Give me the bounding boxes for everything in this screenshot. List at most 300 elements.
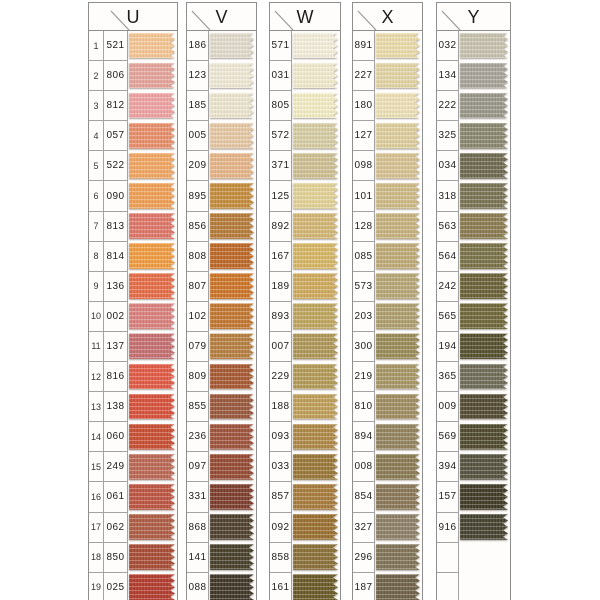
swatch-cell — [128, 362, 177, 392]
ribbon-shadow — [460, 424, 508, 450]
row-number: 18 — [89, 543, 104, 573]
swatch-cell — [128, 181, 177, 211]
swatch-row — [187, 212, 256, 242]
color-code: 916 — [437, 513, 459, 543]
ribbon-shadow — [129, 514, 175, 540]
column-header — [187, 3, 256, 31]
color-code: 136 — [104, 272, 128, 302]
swatch-cell — [209, 61, 256, 91]
ribbon-shadow — [460, 213, 508, 239]
color-ribbon-swatch — [210, 574, 254, 600]
ribbon-shadow — [293, 93, 338, 119]
swatch-row — [353, 543, 422, 573]
swatch-cell — [459, 121, 510, 151]
ribbon-shadow — [210, 574, 254, 600]
swatch-cell — [292, 242, 340, 272]
ribbon-shadow — [376, 364, 420, 390]
swatch-row — [437, 242, 510, 272]
ribbon-shadow — [293, 63, 338, 89]
swatch-row — [270, 61, 340, 91]
color-code: 236 — [187, 422, 209, 452]
swatch-cell — [209, 482, 256, 512]
ribbon-shadow — [460, 394, 508, 420]
color-code: 564 — [437, 242, 459, 272]
swatch-cell — [209, 573, 256, 600]
ribbon-shadow — [210, 273, 254, 299]
color-ribbon-swatch — [293, 333, 338, 359]
color-code: 002 — [104, 302, 128, 332]
swatch-row — [437, 212, 510, 242]
ribbon-shadow — [210, 213, 254, 239]
color-ribbon-swatch — [376, 93, 420, 119]
color-ribbon-swatch — [293, 514, 338, 540]
color-ribbon-swatch — [129, 424, 175, 450]
ribbon-shadow — [460, 303, 508, 329]
ribbon-shadow — [376, 213, 420, 239]
color-ribbon-swatch — [210, 123, 254, 149]
swatch-cell — [292, 121, 340, 151]
color-code: 097 — [187, 452, 209, 482]
swatch-row — [187, 573, 256, 600]
ribbon-shadow — [293, 364, 338, 390]
row-number: 17 — [89, 513, 104, 543]
swatch-row — [187, 302, 256, 332]
color-ribbon-swatch — [376, 63, 420, 89]
swatch-cell — [459, 272, 510, 302]
swatch-cell — [292, 181, 340, 211]
swatch-cell — [128, 392, 177, 422]
swatch-row — [89, 573, 177, 600]
color-ribbon-swatch — [210, 33, 254, 59]
swatch-cell — [459, 151, 510, 181]
swatch-row — [270, 513, 340, 543]
color-ribbon-swatch — [376, 484, 420, 510]
swatch-row — [89, 513, 177, 543]
color-ribbon-swatch — [129, 364, 175, 390]
swatch-cell — [292, 513, 340, 543]
color-column-table — [352, 2, 423, 600]
ribbon-shadow — [210, 454, 254, 480]
ribbon-shadow — [293, 333, 338, 359]
color-ribbon-swatch — [293, 303, 338, 329]
color-code: 009 — [437, 392, 459, 422]
color-code: 300 — [353, 332, 375, 362]
color-ribbon-swatch — [460, 454, 508, 480]
color-code: 167 — [270, 242, 292, 272]
ribbon-shadow — [376, 484, 420, 510]
swatch-cell — [128, 543, 177, 573]
color-ribbon-swatch — [376, 333, 420, 359]
ribbon-shadow — [376, 303, 420, 329]
swatch-rows — [270, 31, 340, 600]
color-ribbon-swatch — [460, 514, 508, 540]
swatch-cell — [128, 482, 177, 512]
ribbon-shadow — [129, 273, 175, 299]
row-number: 8 — [89, 242, 104, 272]
swatch-row — [89, 543, 177, 573]
swatch-cell — [128, 332, 177, 362]
color-ribbon-swatch — [129, 484, 175, 510]
color-code: 296 — [353, 543, 375, 573]
ribbon-shadow — [210, 333, 254, 359]
color-code: 571 — [270, 31, 292, 61]
color-code: 128 — [353, 212, 375, 242]
column-letter: Y — [467, 7, 480, 27]
swatch-row — [270, 543, 340, 573]
color-code: 892 — [270, 212, 292, 242]
row-number: 2 — [89, 61, 104, 91]
swatch-row — [353, 452, 422, 482]
color-column-table — [436, 2, 511, 600]
ribbon-shadow — [376, 394, 420, 420]
color-ribbon-swatch — [210, 514, 254, 540]
swatch-row — [437, 422, 510, 452]
swatch-cell — [375, 422, 422, 452]
color-ribbon-swatch — [376, 424, 420, 450]
ribbon-shadow — [460, 364, 508, 390]
swatch-cell — [292, 392, 340, 422]
swatch-cell — [459, 482, 510, 512]
swatch-row — [187, 543, 256, 573]
color-code: 185 — [187, 91, 209, 121]
ribbon-shadow — [460, 153, 508, 179]
column-letter: X — [381, 7, 394, 27]
ribbon-shadow — [460, 484, 508, 510]
color-ribbon-swatch — [129, 514, 175, 540]
ribbon-shadow — [293, 33, 338, 59]
swatch-row — [89, 302, 177, 332]
swatch-cell — [128, 573, 177, 600]
color-code: 194 — [437, 332, 459, 362]
swatch-cell — [209, 422, 256, 452]
swatch-cell — [459, 422, 510, 452]
ribbon-shadow — [210, 364, 254, 390]
swatch-cell — [375, 332, 422, 362]
ribbon-shadow — [376, 33, 420, 59]
row-number: 11 — [89, 332, 104, 362]
row-number: 5 — [89, 151, 104, 181]
swatch-row — [187, 422, 256, 452]
color-code: 060 — [104, 422, 128, 452]
ribbon-shadow — [460, 183, 508, 209]
color-ribbon-swatch — [293, 574, 338, 600]
swatch-row — [437, 452, 510, 482]
ribbon-shadow — [129, 574, 175, 600]
swatch-cell — [292, 151, 340, 181]
color-code: 812 — [104, 91, 128, 121]
swatch-row — [89, 392, 177, 422]
ribbon-shadow — [210, 394, 254, 420]
color-ribbon-swatch — [210, 153, 254, 179]
column-letter: W — [296, 7, 314, 27]
swatch-cell — [209, 242, 256, 272]
ribbon-shadow — [210, 63, 254, 89]
color-ribbon-swatch — [460, 183, 508, 209]
color-ribbon-swatch — [293, 213, 338, 239]
swatch-row — [89, 91, 177, 121]
swatch-row — [353, 422, 422, 452]
ribbon-shadow — [129, 123, 175, 149]
swatch-row — [187, 332, 256, 362]
swatch-cell — [128, 272, 177, 302]
swatch-cell — [209, 332, 256, 362]
ribbon-shadow — [376, 183, 420, 209]
swatch-row — [437, 272, 510, 302]
color-ribbon-swatch — [293, 544, 338, 570]
swatch-cell — [375, 452, 422, 482]
swatch-row — [353, 151, 422, 181]
color-ribbon-swatch — [376, 574, 420, 600]
color-code: 813 — [104, 212, 128, 242]
color-code: 565 — [437, 302, 459, 332]
swatch-cell — [209, 181, 256, 211]
color-ribbon-swatch — [129, 394, 175, 420]
ribbon-shadow — [210, 544, 254, 570]
swatch-row — [353, 91, 422, 121]
ribbon-shadow — [376, 424, 420, 450]
color-code: 034 — [437, 151, 459, 181]
ribbon-shadow — [210, 424, 254, 450]
swatch-row — [437, 181, 510, 211]
color-code: 805 — [270, 91, 292, 121]
swatch-row — [353, 121, 422, 151]
color-ribbon-swatch — [293, 63, 338, 89]
color-ribbon-swatch — [129, 454, 175, 480]
swatch-row — [187, 151, 256, 181]
ribbon-shadow — [460, 33, 508, 59]
swatch-row — [353, 242, 422, 272]
color-code: 005 — [187, 121, 209, 151]
swatch-cell — [128, 212, 177, 242]
ribbon-shadow — [210, 33, 254, 59]
color-ribbon-swatch — [293, 484, 338, 510]
swatch-cell — [459, 31, 510, 61]
swatch-cell — [209, 543, 256, 573]
swatch-cell — [375, 573, 422, 600]
color-ribbon-swatch — [376, 364, 420, 390]
row-number: 1 — [89, 31, 104, 61]
ribbon-shadow — [460, 454, 508, 480]
color-ribbon-swatch — [293, 394, 338, 420]
swatch-cell — [292, 31, 340, 61]
swatch-cell — [375, 181, 422, 211]
swatch-cell — [292, 452, 340, 482]
swatch-row — [270, 302, 340, 332]
color-code: 249 — [104, 452, 128, 482]
color-code: 057 — [104, 121, 128, 151]
swatch-row — [89, 332, 177, 362]
swatch-cell — [375, 513, 422, 543]
swatch-cell — [209, 362, 256, 392]
swatch-row — [437, 482, 510, 512]
swatch-cell — [292, 422, 340, 452]
color-code: 814 — [104, 242, 128, 272]
swatch-cell — [209, 31, 256, 61]
swatch-row — [270, 181, 340, 211]
swatch-cell — [292, 482, 340, 512]
color-code: 573 — [353, 272, 375, 302]
swatch-cell — [375, 61, 422, 91]
swatch-row — [437, 332, 510, 362]
swatch-row — [270, 422, 340, 452]
ribbon-shadow — [293, 213, 338, 239]
color-ribbon-swatch — [129, 333, 175, 359]
ribbon-shadow — [129, 183, 175, 209]
ribbon-shadow — [210, 153, 254, 179]
swatch-cell — [292, 272, 340, 302]
swatch-cell — [292, 302, 340, 332]
color-ribbon-swatch — [129, 123, 175, 149]
color-code: 807 — [187, 272, 209, 302]
ribbon-shadow — [460, 93, 508, 119]
swatch-cell — [459, 302, 510, 332]
color-ribbon-swatch — [210, 544, 254, 570]
ribbon-shadow — [129, 333, 175, 359]
color-code: 102 — [187, 302, 209, 332]
color-ribbon-swatch — [376, 544, 420, 570]
swatch-rows — [437, 31, 510, 600]
swatch-row — [270, 362, 340, 392]
color-ribbon-swatch — [210, 63, 254, 89]
swatch-row — [187, 181, 256, 211]
color-ribbon-swatch — [460, 243, 508, 269]
color-code: 062 — [104, 513, 128, 543]
color-code: 090 — [104, 181, 128, 211]
swatch-row — [89, 212, 177, 242]
swatch-cell — [292, 573, 340, 600]
color-code: 394 — [437, 452, 459, 482]
swatch-cell — [375, 242, 422, 272]
color-ribbon-swatch — [293, 33, 338, 59]
color-ribbon-swatch — [129, 93, 175, 119]
color-ribbon-swatch — [460, 333, 508, 359]
swatch-rows — [89, 31, 177, 600]
swatch-row — [187, 392, 256, 422]
color-code: 227 — [353, 61, 375, 91]
swatch-cell — [459, 573, 510, 600]
swatch-row — [187, 91, 256, 121]
color-ribbon-swatch — [376, 394, 420, 420]
ribbon-shadow — [210, 484, 254, 510]
row-number: 4 — [89, 121, 104, 151]
swatch-row — [353, 362, 422, 392]
ribbon-shadow — [129, 454, 175, 480]
swatch-cell — [292, 543, 340, 573]
swatch-cell — [209, 151, 256, 181]
color-ribbon-swatch — [293, 183, 338, 209]
color-ribbon-swatch — [376, 213, 420, 239]
ribbon-shadow — [293, 514, 338, 540]
column-letter: U — [126, 7, 140, 27]
color-code: 858 — [270, 543, 292, 573]
color-code: 093 — [270, 422, 292, 452]
color-ribbon-swatch — [129, 153, 175, 179]
ribbon-shadow — [460, 63, 508, 89]
swatch-row — [187, 121, 256, 151]
color-code: 868 — [187, 513, 209, 543]
color-code: 371 — [270, 151, 292, 181]
swatch-row — [89, 422, 177, 452]
color-ribbon-swatch — [376, 303, 420, 329]
column-letter: V — [215, 7, 228, 27]
row-number: 10 — [89, 302, 104, 332]
swatch-cell — [128, 151, 177, 181]
color-code — [437, 543, 459, 573]
color-code: 806 — [104, 61, 128, 91]
ribbon-shadow — [129, 364, 175, 390]
color-ribbon-swatch — [210, 394, 254, 420]
swatch-row — [353, 61, 422, 91]
swatch-cell — [209, 452, 256, 482]
swatch-cell — [209, 212, 256, 242]
row-number: 3 — [89, 91, 104, 121]
color-code: 895 — [187, 181, 209, 211]
color-code: 188 — [270, 392, 292, 422]
color-ribbon-swatch — [129, 63, 175, 89]
ribbon-shadow — [460, 273, 508, 299]
swatch-row — [187, 31, 256, 61]
swatch-row — [353, 272, 422, 302]
swatch-row — [270, 392, 340, 422]
swatch-row — [187, 482, 256, 512]
color-code: 857 — [270, 482, 292, 512]
ribbon-shadow — [129, 93, 175, 119]
swatch-row — [437, 302, 510, 332]
swatch-cell — [375, 272, 422, 302]
color-code: 031 — [270, 61, 292, 91]
ribbon-shadow — [210, 123, 254, 149]
swatch-row — [437, 513, 510, 543]
ribbon-shadow — [129, 153, 175, 179]
color-code: 893 — [270, 302, 292, 332]
swatch-cell — [375, 91, 422, 121]
color-code: 521 — [104, 31, 128, 61]
color-ribbon-swatch — [376, 273, 420, 299]
ribbon-shadow — [376, 93, 420, 119]
swatch-cell — [459, 362, 510, 392]
ribbon-shadow — [129, 394, 175, 420]
ribbon-shadow — [210, 243, 254, 269]
color-code: 572 — [270, 121, 292, 151]
ribbon-shadow — [293, 243, 338, 269]
column-header — [89, 3, 177, 31]
swatch-row — [353, 212, 422, 242]
ribbon-shadow — [210, 514, 254, 540]
swatch-row — [187, 242, 256, 272]
swatch-rows — [187, 31, 256, 600]
swatch-row — [353, 302, 422, 332]
color-code: 318 — [437, 181, 459, 211]
swatch-cell — [375, 212, 422, 242]
color-ribbon-swatch — [129, 243, 175, 269]
ribbon-shadow — [293, 303, 338, 329]
swatch-row — [187, 272, 256, 302]
swatch-row — [437, 121, 510, 151]
color-ribbon-swatch — [293, 243, 338, 269]
color-code: 209 — [187, 151, 209, 181]
color-ribbon-swatch — [293, 273, 338, 299]
ribbon-shadow — [129, 243, 175, 269]
swatch-cell — [375, 31, 422, 61]
ribbon-shadow — [376, 153, 420, 179]
color-code: 856 — [187, 212, 209, 242]
ribbon-shadow — [460, 514, 508, 540]
color-code: 157 — [437, 482, 459, 512]
ribbon-shadow — [376, 273, 420, 299]
ribbon-shadow — [376, 514, 420, 540]
row-number: 19 — [89, 573, 104, 600]
row-number: 9 — [89, 272, 104, 302]
